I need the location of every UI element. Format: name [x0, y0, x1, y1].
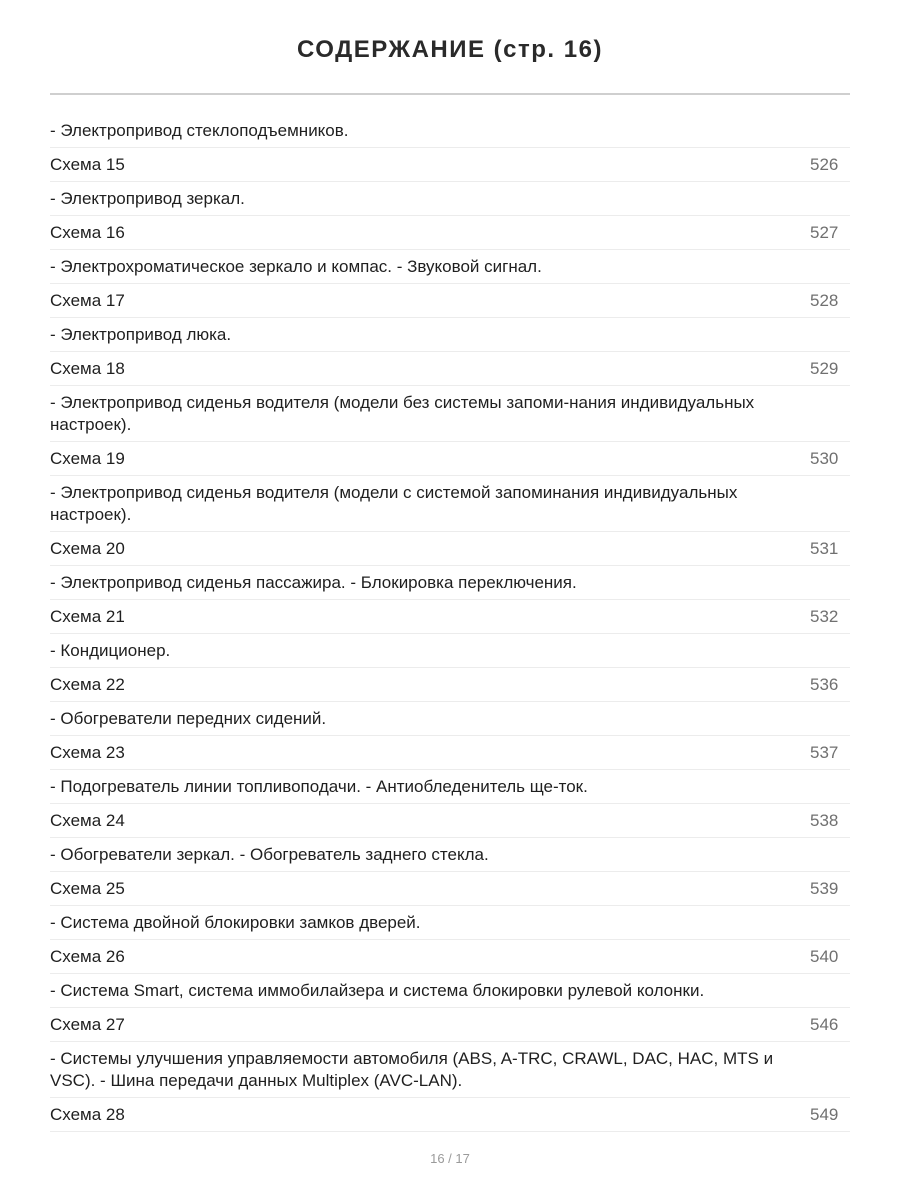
scheme-label: Схема 23	[50, 743, 125, 762]
toc-scheme-row[interactable]	[50, 940, 850, 974]
page-number: 527	[810, 223, 839, 242]
page-counter: 16 / 17	[430, 1151, 470, 1166]
description-text: - Подогреватель линии топливоподачи. - Антиобледенитель ще-ток.	[50, 777, 588, 796]
toc-scheme-row[interactable]	[50, 872, 850, 906]
page-number: 539	[810, 879, 839, 898]
toc-description-row	[50, 386, 850, 442]
toc-description-row	[50, 250, 850, 284]
toc-list	[50, 114, 850, 1132]
page-number: 528	[810, 291, 839, 310]
scheme-label: Схема 17	[50, 291, 125, 310]
toc-description-row	[50, 770, 850, 804]
toc-scheme-row[interactable]	[50, 1008, 850, 1042]
description-text: - Электропривод стеклоподъемников.	[50, 121, 349, 140]
description-text: - Системы улучшения управляемости автомобиля (ABS, A-TRC, CRAWL, DAC, HAC, MTS и VSC). - Шина передачи данных Multiplex (AVC-LAN).	[50, 1049, 774, 1090]
toc-description-row	[50, 182, 850, 216]
description-text: - Электропривод зеркал.	[50, 189, 245, 208]
toc-description-row	[50, 318, 850, 352]
page-number: 532	[810, 607, 839, 626]
scheme-label: Схема 16	[50, 223, 125, 242]
page-number: 536	[810, 675, 839, 694]
page-number: 546	[810, 1015, 839, 1034]
description-text: - Электропривод сиденья водителя (модели с системой запоминания индивидуальных настроек).	[50, 483, 738, 524]
toc-description-row	[50, 114, 850, 148]
description-text: - Кондиционер.	[50, 641, 171, 660]
toc-scheme-row[interactable]	[50, 736, 850, 770]
scheme-label: Схема 15	[50, 155, 125, 174]
toc-scheme-row[interactable]	[50, 532, 850, 566]
scheme-label: Схема 27	[50, 1015, 125, 1034]
description-text: - Электропривод люка.	[50, 325, 232, 344]
description-text: - Обогреватели зеркал. - Обогреватель заднего стекла.	[50, 845, 489, 864]
toc-scheme-row[interactable]	[50, 1098, 850, 1132]
toc-description-row	[50, 702, 850, 736]
scheme-label: Схема 25	[50, 879, 125, 898]
scheme-label: Схема 22	[50, 675, 125, 694]
toc-description-row	[50, 974, 850, 1008]
toc-description-row	[50, 634, 850, 668]
toc-description-row	[50, 906, 850, 940]
description-text: - Обогреватели передних сидений.	[50, 709, 327, 728]
toc-scheme-row[interactable]	[50, 284, 850, 318]
toc-description-row	[50, 476, 850, 532]
toc-description-row	[50, 566, 850, 600]
toc-scheme-row[interactable]	[50, 804, 850, 838]
scheme-label: Схема 28	[50, 1105, 125, 1124]
toc-scheme-row[interactable]	[50, 148, 850, 182]
page-number: 549	[810, 1105, 839, 1124]
toc-scheme-row[interactable]	[50, 600, 850, 634]
page-number: 531	[810, 539, 839, 558]
scheme-label: Схема 26	[50, 947, 125, 966]
toc-scheme-row[interactable]	[50, 216, 850, 250]
scheme-label: Схема 20	[50, 539, 125, 558]
page-number: 526	[810, 155, 839, 174]
description-text: - Электрохроматическое зеркало и компас. - Звуковой сигнал.	[50, 257, 542, 276]
description-text: - Электропривод сиденья водителя (модели без системы запоми-нания индивидуальных настроек).	[50, 393, 755, 434]
scheme-label: Схема 19	[50, 449, 125, 468]
toc-scheme-row[interactable]	[50, 668, 850, 702]
description-text: - Система Smart, система иммобилайзера и система блокировки рулевой колонки.	[50, 981, 705, 1000]
scheme-label: Схема 21	[50, 607, 125, 626]
toc-scheme-row[interactable]	[50, 442, 850, 476]
description-text: - Электропривод сиденья пассажира. - Блокировка переключения.	[50, 573, 577, 592]
toc-description-row	[50, 1042, 850, 1098]
page-number: 529	[810, 359, 839, 378]
page-number: 540	[810, 947, 839, 966]
page-number: 537	[810, 743, 839, 762]
page-number: 530	[810, 449, 839, 468]
page-number: 538	[810, 811, 839, 830]
description-text: - Система двойной блокировки замков дверей.	[50, 913, 421, 932]
title-divider	[50, 93, 850, 95]
scheme-label: Схема 24	[50, 811, 125, 830]
scheme-label: Схема 18	[50, 359, 125, 378]
toc-scheme-row[interactable]	[50, 352, 850, 386]
toc-description-row	[50, 838, 850, 872]
page-title: СОДЕРЖАНИЕ (стр. 16)	[297, 36, 603, 63]
